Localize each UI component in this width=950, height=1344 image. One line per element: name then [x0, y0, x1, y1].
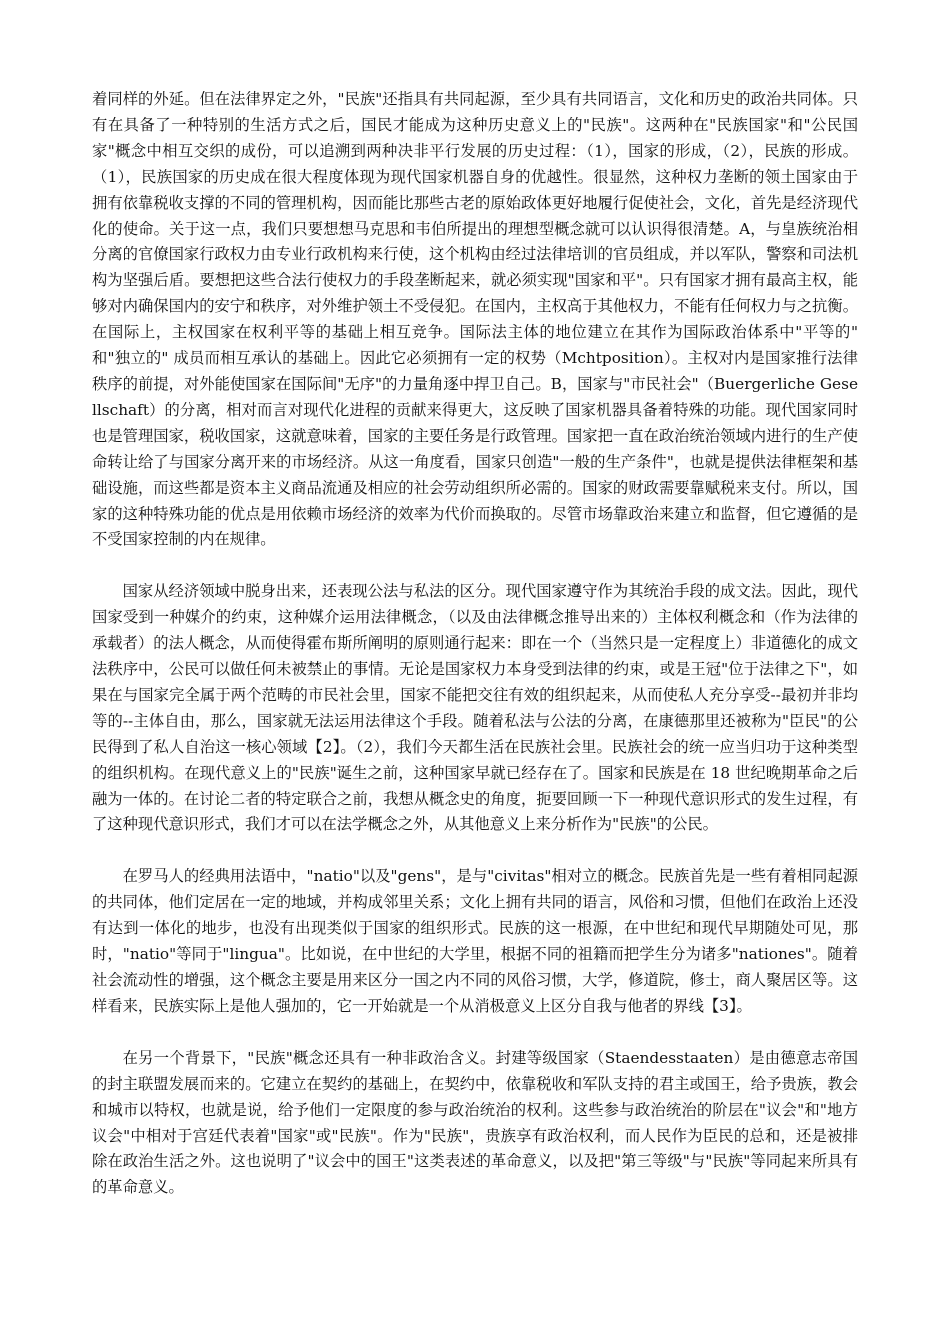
paragraph-spacer — [92, 1020, 858, 1046]
paragraph-1: 着同样的外延。但在法律界定之外，"民族"还指具有共同起源，至少具有共同语言，文化和历史的政治共同体。只有在具备了一种特别的生活方式之后，国民才能成为这种历史意义上的"民族"。这两种在"民族国家"和"公民国家"概念中相互交织的成份，可以追溯到两种决非平行发展的历史过程：（1），国家的形成，（2），民族的形成。（1），民族国家的历史成在很大程度体现为现代国家机器自身的优越性。很显然，这种权力垄断的领土国家由于拥有依靠税收支撑的不同的管理机构，因而能比那些古老的原始政体更好地履行促使社会，文化，首先是经济现代化的使命。关于这一点，我们只要想想马克思和韦伯所提出的理想型概念就可以认识得很清楚。A，与皇族统治相分离的官僚国家行政权力由专业行政机构来行使，这个机构由经过法律培训的官员组成，并以军队，警察和司法机构为坚强后盾。要想把这些合法行使权力的手段垄断起来，就必须实现"国家和平"。只有国家才拥有最高主权，能够对内确保国内的安宁和秩序，对外维护领土不受侵犯。在国内，主权高于其他权力，不能有任何权力与之抗衡。在国际上，主权国家在权利平等的基础上相互竞争。国际法主体的地位建立在其作为国际政治体系中"平等的" 和"独立的" 成员而相互承认的基础上。因此它必须拥有一定的权势（Mchtposition）。主权对内是国家推行法律秩序的前提，对外能使国家在国际间"无序"的力量角逐中捍卫自己。B，国家与"市民社会"（Buergerliche Gesellschaft）的分离，相对而言对现代化进程的贡献来得更大，这反映了国家机器具备着特殊的功能。现代国家同时也是管理国家，税收国家，这就意味着，国家的主要任务是行政管理。国家把一直在政治统治领域内进行的生产使命转让给了与国家分离开来的市场经济。从这一角度看，国家只创造"一般的生产条件"，也就是提供法律框架和基础设施，而这些都是资本主义商品流通及相应的社会劳动组织所必需的。国家的财政需要靠赋税来支付。所以，国家的这种特殊功能的优点是用依赖市场经济的效率为代价而换取的。尽管市场靠政治来建立和监督，但它遵循的是不受国家控制的内在规律。 — [92, 90, 858, 549]
paragraph-spacer — [92, 553, 858, 579]
document-body — [92, 87, 858, 1201]
paragraph-3: 在罗马人的经典用法语中，"natio"以及"gens"，是与"civitas"相对立的概念。民族首先是一些有着相同起源的共同体，他们定居在一定的地域，并构成邻里关系；文化上拥有共同的语言，风俗和习惯，但他们在政治上还没有达到一体化的地步，也没有出现类似于国家的组织形式。民族的这一根源，在中世纪和现代早期随处可见，那时，"natio"等同于"lingua"。比如说，在中世纪的大学里，根据不同的祖籍而把学生分为诸多"nationes"。随着社会流动性的增强，这个概念主要是用来区分一国之内不同的风俗习惯，大学，修道院，修士，商人聚居区等。这样看来，民族实际上是他人强加的，它一开始就是一个从消极意义上区分自我与他者的界线【3】。 — [92, 867, 858, 1015]
paragraph-spacer — [92, 838, 858, 864]
paragraph-4: 在另一个背景下，"民族"概念还具有一种非政治含义。封建等级国家（Staendesstaaten）是由德意志帝国的封主联盟发展而来的。它建立在契约的基础上，在契约中，依靠税收和军队支持的君主或国王，给予贵族，教会和城市以特权，也就是说，给予他们一定限度的参与政治统治的权利。这些参与政治统治的阶层在"议会"和"地方议会"中相对于宫廷代表着"国家"或"民族"。作为"民族"，贵族享有政治权利，而人民作为臣民的总和，还是被排除在政治生活之外。这也说明了"议会中的国王"这类表述的革命意义，以及把"第三等级"与"民族"等同起来所具有的革命意义。 — [92, 1048, 858, 1197]
paragraph-2: 国家从经济领域中脱身出来，还表现公法与私法的区分。现代国家遵守作为其统治手段的成文法。因此，现代国家受到一种媒介的约束，这种媒介运用法律概念，（以及由法律概念推导出来的）主体权利概念和（作为法律的承载者）的法人概念，从而使得霍布斯所阐明的原则通行起来：即在一个（当然只是一定程度上）非道德化的成文法秩序中，公民可以做任何未被禁止的事情。无论是国家权力本身受到法律的约束，或是王冠"位于法律之下"，如果在与国家完全属于两个范畴的市民社会里，国家不能把交往有效的组织起来，从而使私人充分享受--最初并非均等的--主体自由，那么，国家就无法运用法律这个手段。随着私法与公法的分离，在康德那里还被称为"臣民"的公民得到了私人自治这一核心领域【2】。（2），我们今天都生活在民族社会里。民族社会的统一应当归功于这种类型的组织机构。在现代意义上的"民族"诞生之前，这种国家早就已经存在了。国家和民族是在 18 世纪晚期革命之后融为一体的。在讨论二者的特定联合之前，我想从概念史的角度，扼要回顾一下一种现代意识形式的发生过程，有了这种现代意识形式，我们才可以在法学概念之外，从其他意义上来分析作为"民族"的公民。 — [92, 582, 858, 834]
